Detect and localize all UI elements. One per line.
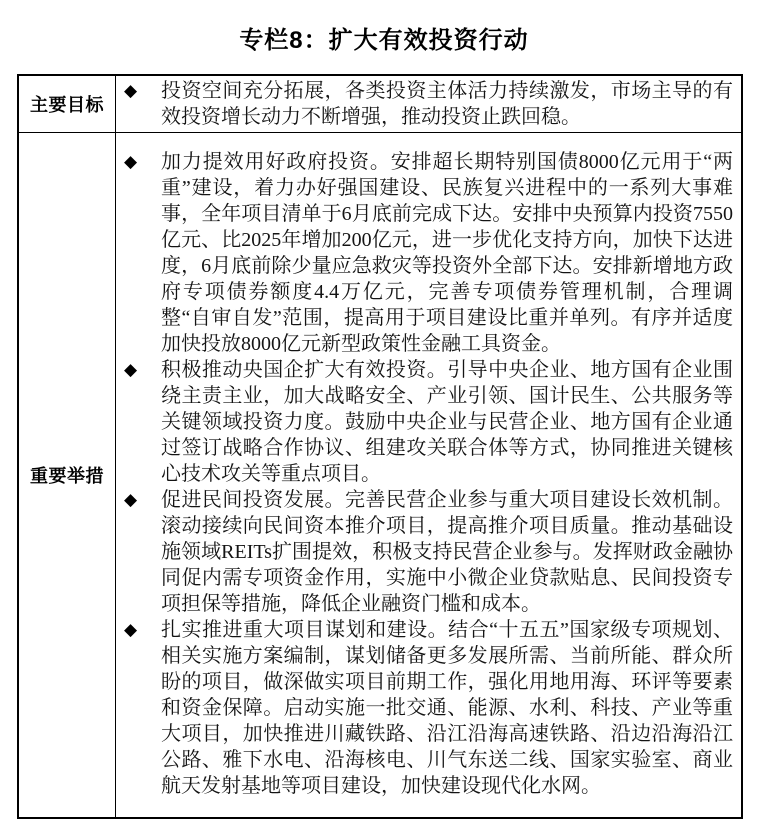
bullet-text: 加力提效用好政府投资。安排超长期特别国债8000亿元用于“两重”建设，着力办好强国建设、民族复兴进程中的一系列大事难事，全年项目清单于6月底前完成下达。安排中央预算内投资7550亿元、比2025年增加200亿元，进一步优化支持方向，加快下达进度，6月底前除少量应急救灾等投资外全部下达。安排新增地方政府专项债券额度4.4万亿元，完善专项债券管理机制，合理调整“自审自发”范围，提高用于项目建设比重并单列。有序并适度加快投放8000亿元新型政策性金融工具资金。 [161, 151, 733, 355]
list-item [116, 617, 733, 799]
bullet-text: 扎实推进重大项目谋划和建设。结合“十五五”国家级专项规划、相关实施方案编制，谋划储备更多发展所需、当前所能、群众所盼的项目，做深做实项目前期工作，强化用地用海、环评等要素和资金保障。启动实施一批交通、能源、水利、科技、产业等重大项目，加快推进川藏铁路、沿江沿海高速铁路、沿边沿海沿江公路、雅下水电、沿海核电、川气东送二线、国家实验室、商业航天发射基地等项目建设，加快建设现代化水网。 [161, 619, 733, 797]
diamond-bullet-icon: ◆ [124, 81, 138, 100]
bullet-text: 投资空间充分拓展，各类投资主体活力持续激发，市场主导的有效投资增长动力不断增强，推动投资止跌回稳。 [161, 80, 733, 128]
diamond-bullet-icon: ◆ [124, 620, 138, 639]
row-label-key-measures: 重要举措 [30, 466, 104, 486]
column-box-table [17, 74, 743, 819]
list-item [116, 149, 733, 357]
table-row-main-goals [19, 76, 741, 132]
diamond-bullet-icon: ◆ [124, 152, 138, 171]
table-row-key-measures [19, 132, 741, 817]
list-item [116, 78, 733, 130]
diamond-bullet-icon: ◆ [124, 360, 138, 379]
key-measures-content-cell [115, 133, 741, 817]
row-label-main-goals: 主要目标 [30, 95, 104, 115]
page-title: 专栏8：扩大有效投资行动 [239, 27, 529, 54]
list-item [116, 487, 733, 617]
diamond-bullet-icon: ◆ [124, 490, 138, 509]
main-goals-content-cell [115, 76, 741, 132]
bullet-text: 促进民间投资发展。完善民营企业参与重大项目建设长效机制。滚动接续向民间资本推介项目，提高推介项目质量。推动基础设施领域REITs扩围提效，积极支持民营企业参与。发挥财政金融协同促内需专项资金作用，实施中小微企业贷款贴息、民间投资专项担保等措施，降低企业融资门槛和成本。 [161, 489, 733, 615]
list-item [116, 357, 733, 487]
bullet-text: 积极推动央国企扩大有效投资。引导中央企业、地方国有企业围绕主责主业，加大战略安全、产业引领、国计民生、公共服务等关键领域投资力度。鼓励中央企业与民营企业、地方国有企业通过签订战略合作协议、组建攻关联合体等方式，协同推进关键核心技术攻关等重点项目。 [161, 359, 733, 485]
